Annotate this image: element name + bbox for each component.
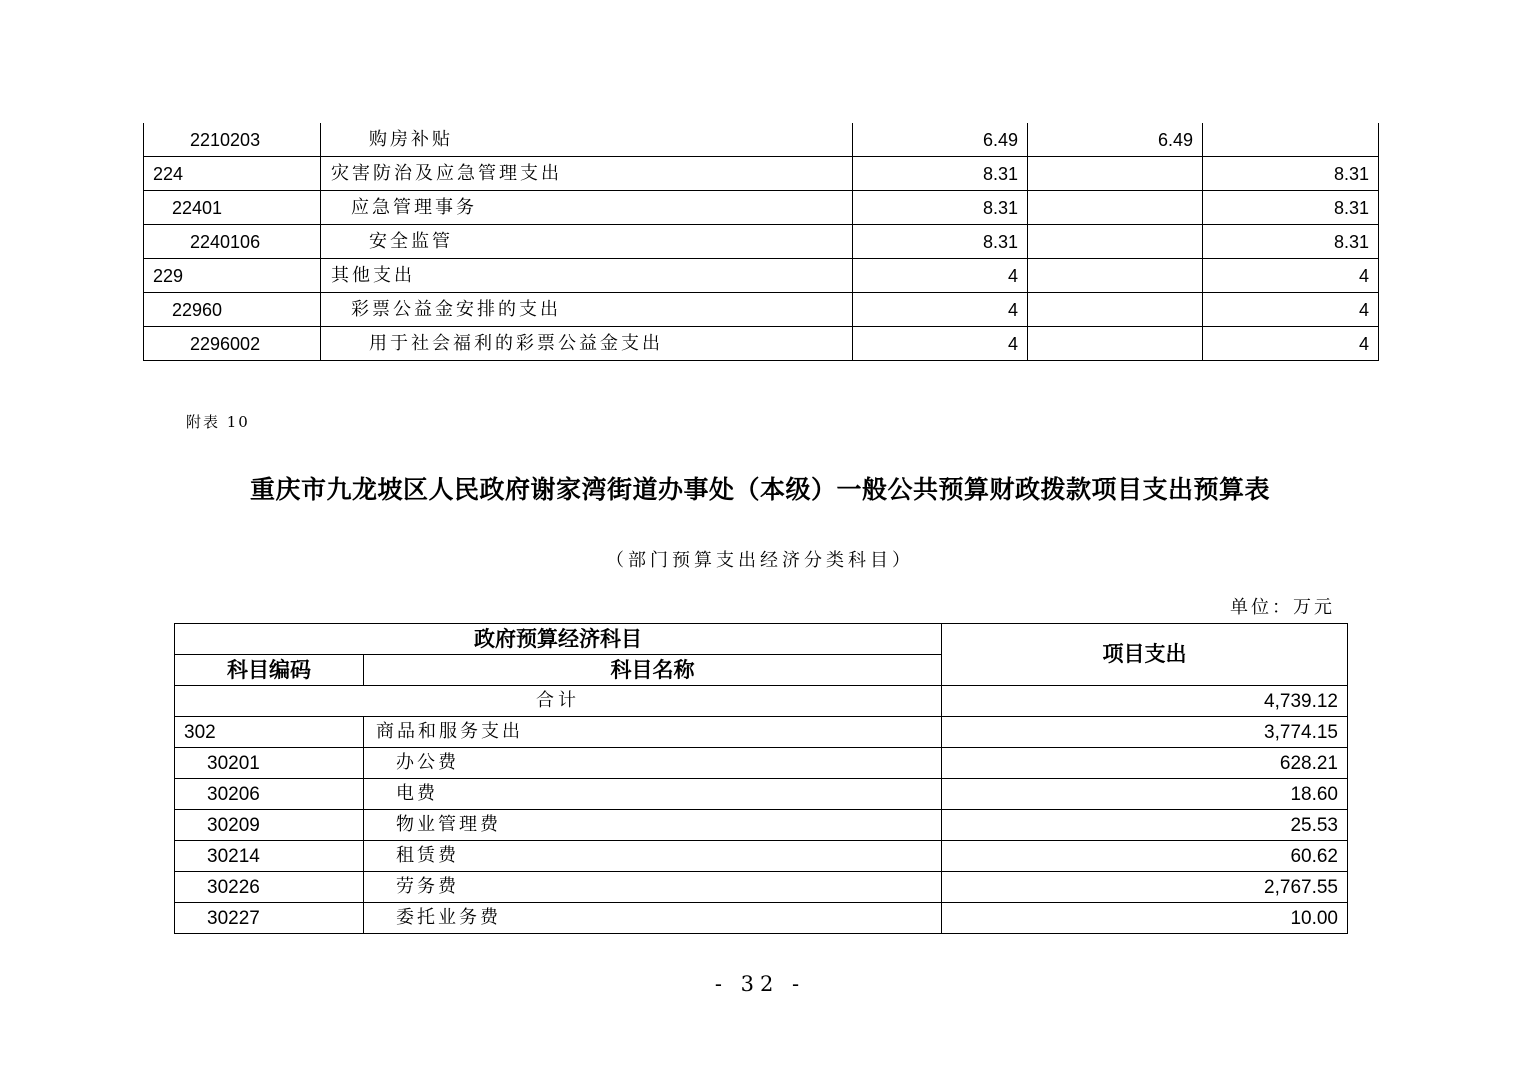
- subject-code: 30214: [175, 841, 364, 872]
- project-amount: 4: [1203, 293, 1379, 327]
- subject-name: 电费: [364, 779, 942, 810]
- header-code: 科目编码: [175, 655, 364, 686]
- total-amount: 8.31: [853, 225, 1028, 259]
- basic-amount: 6.49: [1028, 123, 1203, 157]
- subject-code: 30227: [175, 903, 364, 934]
- subject-code: 302: [175, 717, 364, 748]
- total-row: [175, 686, 1348, 717]
- subject-code: 229: [144, 259, 321, 293]
- page-title: 重庆市九龙坡区人民政府谢家湾街道办事处（本级）一般公共预算财政拨款项目支出预算表: [249, 475, 1270, 504]
- subject-code: 2210203: [144, 123, 321, 157]
- subject-name: 应急管理事务: [321, 191, 853, 225]
- total-amount: 8.31: [853, 191, 1028, 225]
- subject-name: 办公费: [364, 748, 942, 779]
- project-amount: 8.31: [1203, 157, 1379, 191]
- table-row: [175, 872, 1348, 903]
- basic-amount: [1028, 259, 1203, 293]
- header-amount: 项目支出: [942, 624, 1348, 686]
- header-name: 科目名称: [364, 655, 942, 686]
- subject-code: 30206: [175, 779, 364, 810]
- subject-name: 物业管理费: [364, 810, 942, 841]
- total-amount: 8.31: [853, 157, 1028, 191]
- table-row: [175, 779, 1348, 810]
- subject-code: 30226: [175, 872, 364, 903]
- header-row: [175, 624, 1348, 655]
- total-amount: 4,739.12: [942, 686, 1348, 717]
- page-number: - 32 -: [714, 972, 806, 996]
- basic-amount: [1028, 327, 1203, 361]
- project-amount: 3,774.15: [942, 717, 1348, 748]
- subject-name: 其他支出: [321, 259, 853, 293]
- table-row: [144, 259, 1379, 293]
- subject-code: 2240106: [144, 225, 321, 259]
- total-amount: 4: [853, 293, 1028, 327]
- project-amount: [1203, 123, 1379, 157]
- project-amount: 10.00: [942, 903, 1348, 934]
- subject-name: 商品和服务支出: [364, 717, 942, 748]
- table-row: [144, 293, 1379, 327]
- project-amount: 25.53: [942, 810, 1348, 841]
- table-row: [175, 841, 1348, 872]
- project-amount: 18.60: [942, 779, 1348, 810]
- total-amount: 4: [853, 259, 1028, 293]
- table-row: [144, 191, 1379, 225]
- subject-name: 安全监管: [321, 225, 853, 259]
- table-row: [175, 717, 1348, 748]
- project-amount: 4: [1203, 327, 1379, 361]
- unit-label: 单位：万元: [1230, 597, 1335, 618]
- subject-code: 30201: [175, 748, 364, 779]
- basic-amount: [1028, 157, 1203, 191]
- table-row: [144, 157, 1379, 191]
- page-subtitle: （部门预算支出经济分类科目）: [606, 550, 914, 571]
- subject-code: 2296002: [144, 327, 321, 361]
- basic-amount: [1028, 225, 1203, 259]
- table-row: [144, 327, 1379, 361]
- subject-code: 22960: [144, 293, 321, 327]
- project-expenditure-table: [174, 623, 1348, 934]
- table-row: [175, 903, 1348, 934]
- appendix-label: 附表 10: [186, 413, 250, 431]
- subject-name: 灾害防治及应急管理支出: [321, 157, 853, 191]
- basic-amount: [1028, 191, 1203, 225]
- table-row: [175, 810, 1348, 841]
- header-group: 政府预算经济科目: [175, 624, 942, 655]
- subject-name: 彩票公益金安排的支出: [321, 293, 853, 327]
- subject-name: 用于社会福利的彩票公益金支出: [321, 327, 853, 361]
- project-amount: 4: [1203, 259, 1379, 293]
- project-amount: 2,767.55: [942, 872, 1348, 903]
- subject-name: 委托业务费: [364, 903, 942, 934]
- project-amount: 628.21: [942, 748, 1348, 779]
- subject-code: 30209: [175, 810, 364, 841]
- project-amount: 60.62: [942, 841, 1348, 872]
- basic-amount: [1028, 293, 1203, 327]
- table-row: [144, 123, 1379, 157]
- table-row: [144, 225, 1379, 259]
- subject-name: 劳务费: [364, 872, 942, 903]
- project-amount: 8.31: [1203, 191, 1379, 225]
- subject-name: 租赁费: [364, 841, 942, 872]
- subject-code: 224: [144, 157, 321, 191]
- continued-expenditure-table: [143, 123, 1379, 361]
- total-amount: 6.49: [853, 123, 1028, 157]
- project-amount: 8.31: [1203, 225, 1379, 259]
- total-label: 合计: [175, 686, 942, 717]
- total-amount: 4: [853, 327, 1028, 361]
- subject-code: 22401: [144, 191, 321, 225]
- subject-name: 购房补贴: [321, 123, 853, 157]
- table-row: [175, 748, 1348, 779]
